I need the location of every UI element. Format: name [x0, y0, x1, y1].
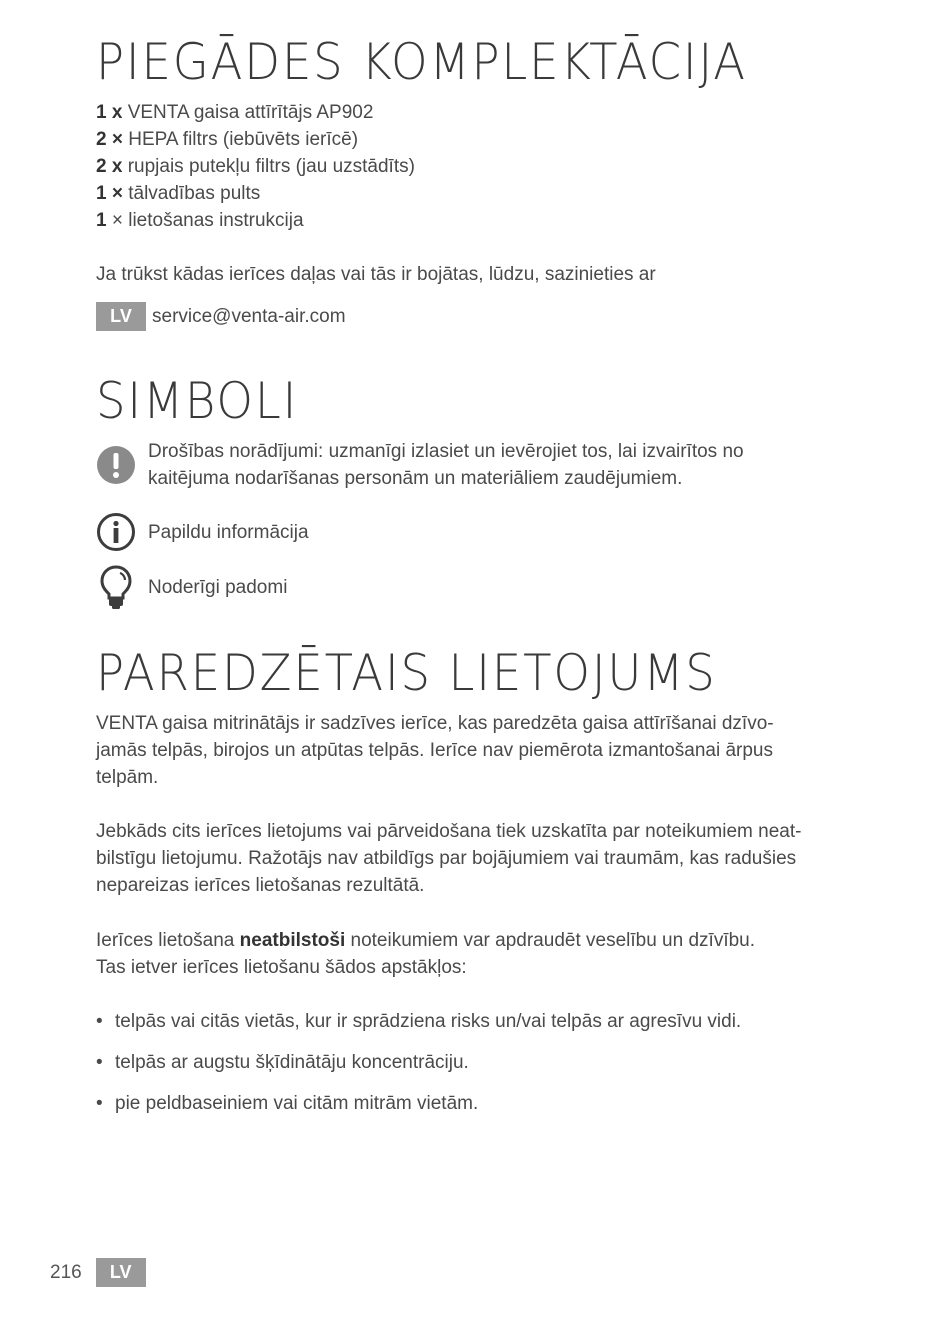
lightbulb-icon: [96, 564, 136, 610]
heading-symbols: SIMBOLI: [96, 372, 299, 430]
symbol-tips: [96, 564, 287, 610]
kit-item: 2 × HEPA filtrs (iebūvēts ierīcē): [96, 129, 359, 150]
page-number: 216: [50, 1261, 82, 1283]
footer-language-badge: LV: [96, 1258, 146, 1287]
kit-item: 1 x VENTA gaisa attīrītājs AP902: [96, 102, 374, 123]
symbol-safety-line1: Drošības norādījumi: uzmanīgi izlasiet un ievērojiet tos, lai izvairītos no: [148, 441, 744, 462]
heading-delivery: PIEGĀDES KOMPLEKTĀCIJA: [96, 33, 747, 91]
missing-parts-text: Ja trūkst kādas ierīces daļas vai tās ir bojātas, lūdzu, sazinieties ar: [96, 264, 656, 285]
conditions-list: [96, 1008, 741, 1131]
contact-row: [96, 302, 346, 331]
list-item: • pie peldbaseiniem vai citām mitrām vietām.: [96, 1093, 479, 1114]
use-paragraph-2: Jebkāds cits ierīces lietojums vai pārveidošana tiek uzskatīta par noteikumiem neat- bilstīgu lietojumu. Ražotājs nav atbildīgs par bojājumiem vai traumām, kas radušies nepareizas ierīces lietošanas rezultātā.: [96, 821, 802, 896]
kit-item: 1 × tālvadības pults: [96, 183, 261, 204]
kit-item: 1 × lietošanas instrukcija: [96, 210, 304, 231]
symbol-safety-line2: kaitējuma nodarīšanas personām un materiāliem zaudējumiem.: [148, 468, 683, 489]
use-paragraph-3: Ierīces lietošana neatbilstoši noteikumiem var apdraudēt veselību un dzīvību. Tas ietver ierīces lietošanu šādos apstākļos:: [96, 930, 756, 978]
service-email[interactable]: service@venta-air.com: [152, 305, 346, 327]
heading-intended-use: PAREDZĒTAIS LIETOJUMS: [96, 644, 717, 702]
language-badge: LV: [96, 302, 146, 331]
list-item: • telpās ar augstu šķīdinātāju koncentrāciju.: [96, 1052, 469, 1073]
info-icon: [96, 512, 136, 552]
symbol-info: [96, 512, 309, 552]
symbol-safety: [96, 438, 744, 492]
page-footer: [50, 1258, 146, 1287]
use-paragraph-1: VENTA gaisa mitrinātājs ir sadzīves ierīce, kas paredzēta gaisa attīrīšanai dzīvo- jamās telpās, birojos un atpūtas telpās. Ierīce nav piemērota izmantošanai ārpus telpām.: [96, 713, 774, 788]
kit-item: 2 x rupjais putekļu filtrs (jau uzstādīts): [96, 156, 415, 177]
symbol-info-text: Papildu informācija: [148, 521, 309, 543]
symbol-tips-text: Noderīgi padomi: [148, 576, 288, 598]
exclamation-icon: [96, 445, 136, 485]
list-item: • telpās vai citās vietās, kur ir sprādziena risks un/vai telpās ar agresīvu vidi.: [96, 1011, 742, 1032]
kit-list: [96, 99, 415, 234]
